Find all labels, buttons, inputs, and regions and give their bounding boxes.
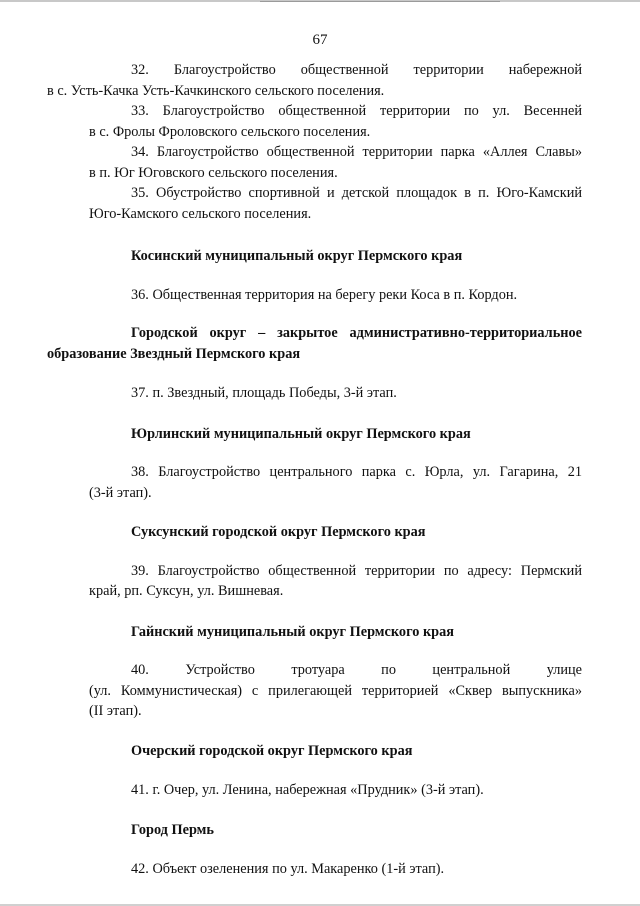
list-item-38-line1: 38. Благоустройство центрального парка с. Юрла, ул. Гагарина, 21 [131, 464, 582, 480]
list-item-40-line2: (ул. Коммунистическая) с прилегающей территорией «Сквер выпускника» [89, 682, 582, 699]
list-item-40-line3: (II этап). [89, 703, 142, 719]
list-item-33 [89, 101, 582, 142]
list-item-32-line1: 32. Благоустройство общественной территории набережной [131, 62, 582, 78]
list-item-38 [89, 462, 582, 503]
list-item-42: 42. Объект озеленения по ул. Макаренко (1-й этап). [131, 861, 445, 877]
list-item-35-line2: Юго-Камского сельского поселения. [89, 205, 312, 222]
list-item-32-line2: в с. Усть-Качка Усть-Качкинского сельского поселения. [47, 82, 385, 99]
list-item-39 [89, 561, 582, 602]
section-heading-ocher: Очерский городской округ Пермского края [131, 742, 413, 759]
top-scan-edge-dark [260, 1, 500, 2]
list-item-32 [47, 60, 582, 101]
section-heading-kosinsky: Косинский муниципальный округ Пермского края [131, 248, 463, 264]
document-body [47, 60, 582, 880]
section-heading-perm: Город Пермь [131, 821, 214, 838]
section-heading-zvezdny [47, 323, 582, 364]
list-item-37: 37. п. Звездный, площадь Победы, 3-й этап. [131, 385, 397, 401]
section-heading-yurla: Юрлинский муниципальный округ Пермского края [131, 425, 471, 442]
list-item-40 [89, 660, 582, 722]
list-item-39-line1: 39. Благоустройство общественной территории по адресу: Пермский [131, 562, 582, 579]
list-item-34-line1: 34. Благоустройство общественной территории парка «Аллея Славы» [131, 144, 582, 160]
list-item-38-line2: (3-й этап). [89, 484, 152, 501]
section-heading-gainy: Гайнский муниципальный округ Пермского края [131, 623, 455, 640]
section-heading-zvezdny-line2: образование Звездный Пермского края [47, 345, 301, 362]
page-number: 67 [312, 32, 328, 48]
list-item-35-line1: 35. Обустройство спортивной и детской площадок в п. Юго-Камский [131, 185, 582, 201]
list-item-35 [89, 183, 582, 224]
list-item-34-line2: в п. Юг Юговского сельского поселения. [89, 164, 338, 181]
list-item-41: 41. г. Очер, ул. Ленина, набережная «Прудник» (3-й этап). [131, 782, 484, 798]
section-heading-zvezdny-line1: Городской округ – закрытое административно-территориальное [131, 325, 582, 341]
list-item-33-line2: в с. Фролы Фроловского сельского поселения. [89, 123, 371, 140]
section-heading-suksun: Суксунский городской округ Пермского края [131, 524, 426, 540]
list-item-36: 36. Общественная территория на берегу реки Коса в п. Кордон. [131, 286, 518, 303]
list-item-33-line1: 33. Благоустройство общественной территории по ул. Весенней [131, 103, 582, 119]
list-item-34 [89, 142, 582, 183]
list-item-39-line2: край, рп. Суксун, ул. Вишневая. [89, 583, 284, 599]
list-item-40-line1: 40. Устройство тротуара по центральной улице [131, 662, 582, 678]
